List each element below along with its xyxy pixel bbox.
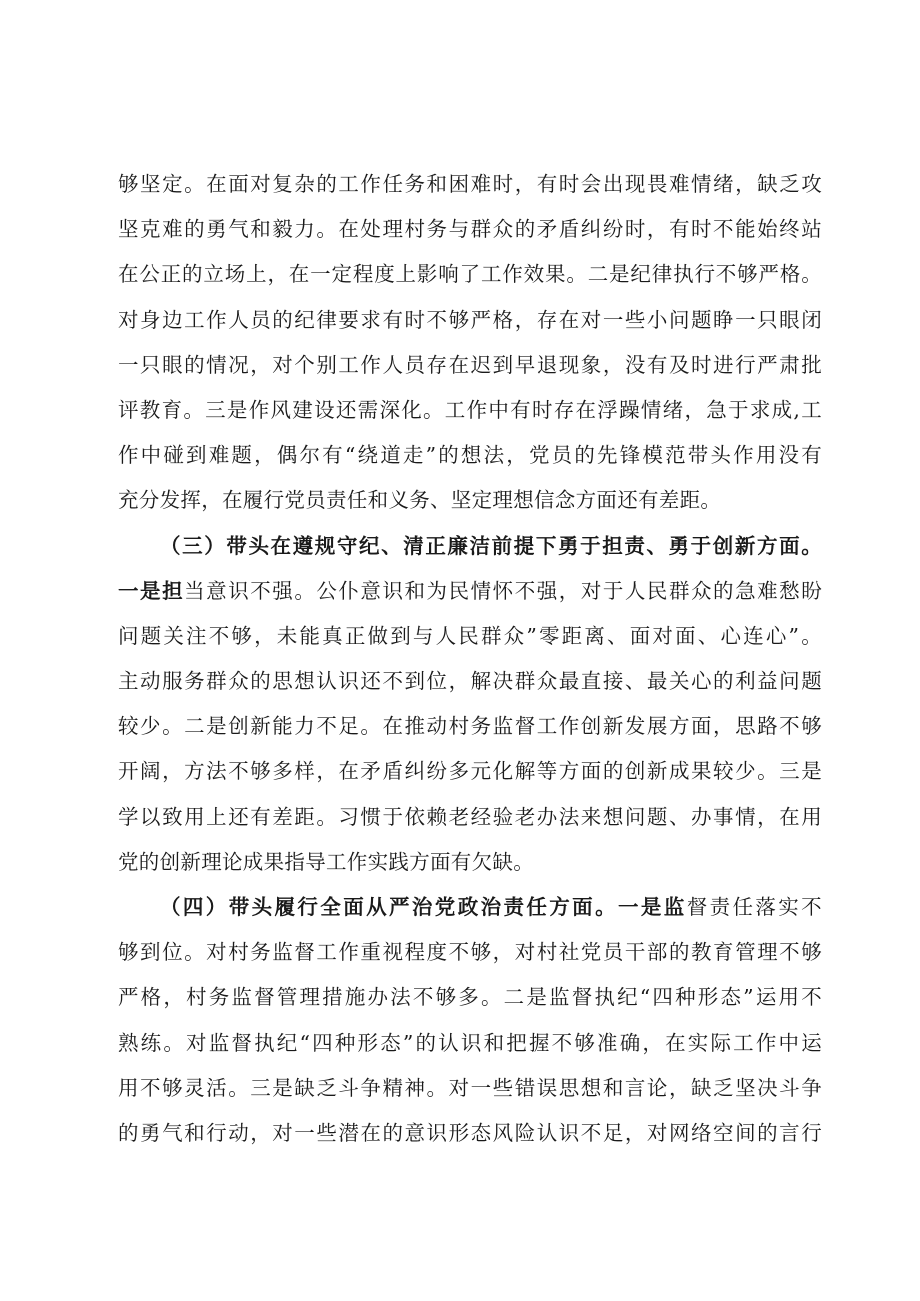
paragraph-line [118,569,822,614]
paragraph-line: 作中碰到难题，偶尔有“绕道走”的想法，党员的先锋模范带头作用没有 [118,443,822,468]
document-body [118,162,822,1156]
paragraph-line: 问题关注不够，未能真正做到与人民群众”零距离、面对面、心连心”。 [118,623,822,648]
paragraph-line: 在公正的立场上，在一定程度上影响了工作效果。二是纪律执行不够严格。 [118,262,822,287]
paragraph-line: 一只眼的情况，对个别工作人员存在迟到早退现象，没有及时进行严肃批 [118,352,822,377]
paragraph-line: 开阔，方法不够多样，在矛盾纠纷多元化解等方面的创新成果较少。三是 [118,759,822,784]
paragraph-line: 的勇气和行动，对一些潜在的意识形态风险认识不足，对网络空间的言行 [118,1120,822,1145]
bold-heading-text: （四）带头履行全面从严治党政治责任方面。一是监 [160,895,687,919]
paragraph-line: 党的创新理论成果指导工作实践方面有欠缺。 [118,849,534,874]
paragraph-line: 主动服务群众的思想认识还不到位，解决群众最直接、最关心的利益问题 [118,669,822,694]
paragraph-line: 用不够灵活。三是缺乏斗争精神。对一些错误思想和言论，缺乏坚决斗争 [118,1075,822,1100]
paragraph-line: 对身边工作人员的纪律要求有时不够严格，存在对一些小问题睁一只眼闭 [118,307,822,332]
paragraph-line: 充分发挥，在履行党员责任和义务、坚定理想信念方面还有差距。 [118,488,722,513]
paragraph-line: 较少。二是创新能力不足。在推动村务监督工作创新发展方面，思路不够 [118,714,822,739]
line-text: 当意识不强。公仆意识和为民情怀不强，对于人民群众的急难愁盼 [184,578,822,603]
paragraph-line: 学以致用上还有差距。习惯于依赖老经验老办法来想问题、办事情，在用 [118,804,822,829]
paragraph-line: 熟练。对监督执纪“四种形态”的认识和把握不够准确，在实际工作中运 [118,1030,822,1055]
paragraph-line: 够坚定。在面对复杂的工作任务和困难时，有时会出现畏难情绪，缺乏攻 [118,172,822,196]
paragraph-line: 坚克难的勇气和毅力。在处理村务与群众的矛盾纠纷时，有时不能始终站 [118,217,822,242]
bold-lead-text: 一是担 [118,578,185,603]
paragraph-line: 严格，村务监督管理措施办法不够多。二是监督执纪“四种形态”运用不 [118,985,822,1010]
paragraph-line: 评教育。三是作风建设还需深化。工作中有时存在浮躁情绪，急于求成,工 [118,397,822,422]
line-text: 督责任落实不 [686,895,822,919]
section-3-heading: （三）带头在遵规守纪、清正廉洁前提下勇于担责、勇于创新方面。 [160,533,822,558]
section-4-heading [118,885,822,930]
paragraph-line: 够到位。对村务监督工作重视程度不够，对村社党员干部的教育管理不够 [118,940,822,965]
